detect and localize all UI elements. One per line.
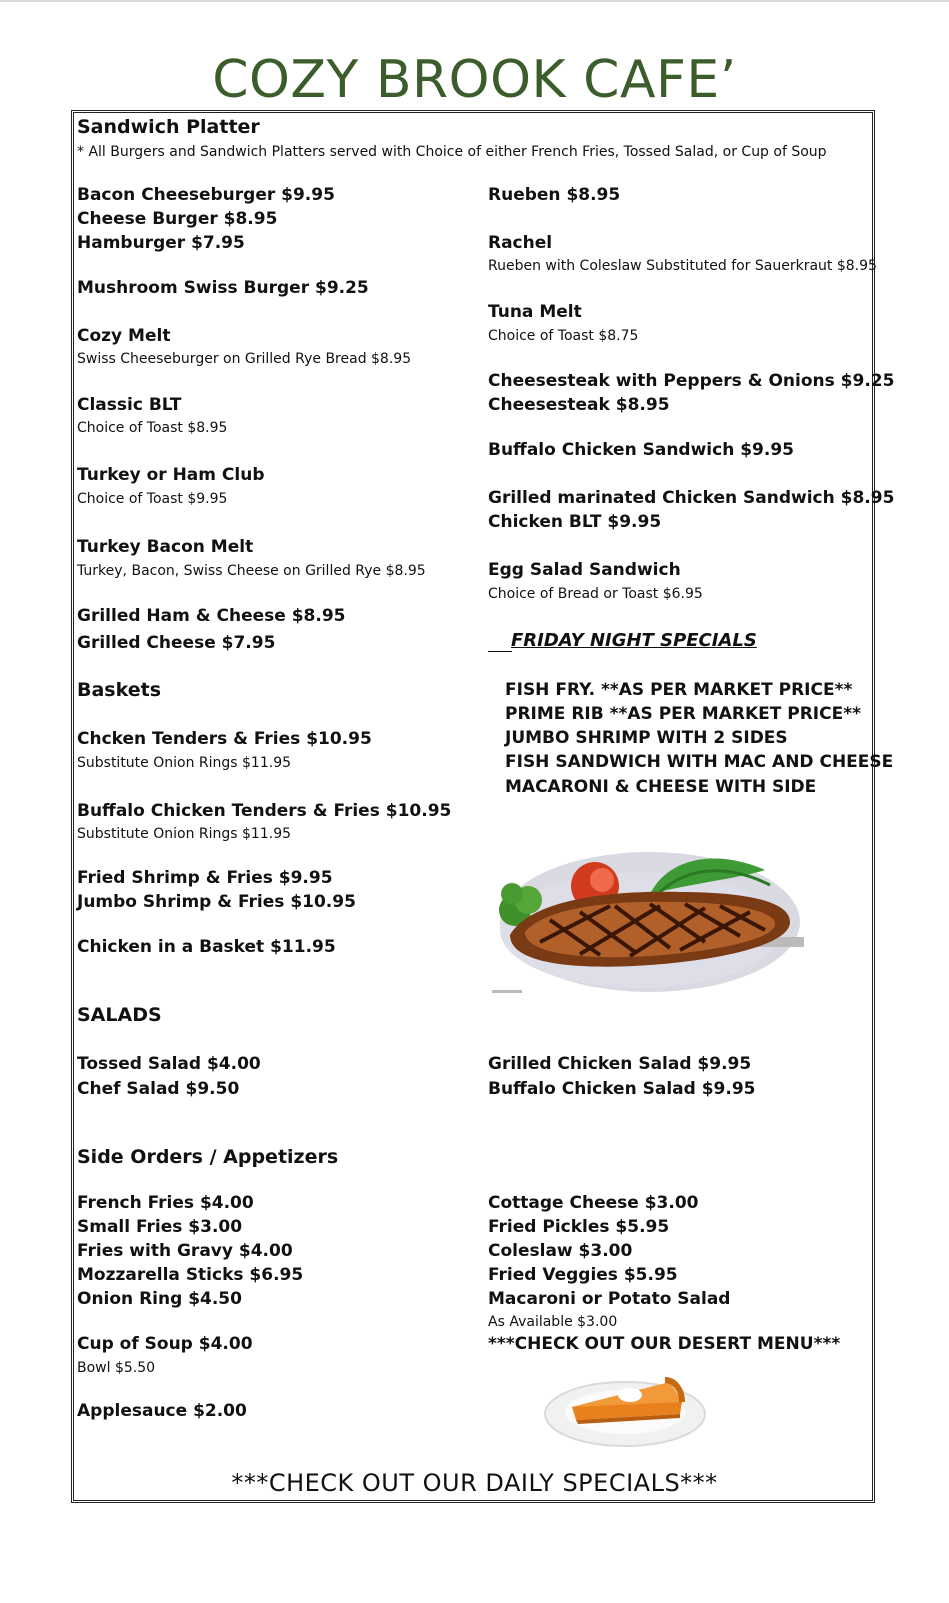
dessert-note: ***CHECK OUT OUR DESERT MENU*** <box>488 1334 841 1354</box>
menu-item: Coleslaw $3.00 <box>488 1241 633 1261</box>
menu-item: Buffalo Chicken Sandwich $9.95 <box>488 440 794 460</box>
pie-slice-illustration <box>540 1362 712 1452</box>
menu-item: Cheesesteak with Peppers & Onions $9.25 <box>488 371 895 391</box>
menu-item: Cup of Soup $4.00 <box>77 1334 253 1354</box>
section-heading-baskets: Baskets <box>77 679 162 701</box>
section-heading-sandwich: Sandwich Platter <box>77 116 260 138</box>
menu-item-desc: Choice of Bread or Toast $6.95 <box>488 586 703 602</box>
menu-item: Cottage Cheese $3.00 <box>488 1193 699 1213</box>
menu-item-desc: Choice of Toast $9.95 <box>77 491 228 507</box>
menu-item: Grilled Cheese $7.95 <box>77 633 276 653</box>
menu-item: Cheese Burger $8.95 <box>77 209 278 229</box>
menu-item: Tossed Salad $4.00 <box>77 1054 261 1074</box>
menu-item: Fries with Gravy $4.00 <box>77 1241 293 1261</box>
menu-item: Turkey or Ham Club <box>77 465 265 485</box>
menu-item: Fried Pickles $5.95 <box>488 1217 670 1237</box>
menu-item: Classic BLT <box>77 395 182 415</box>
menu-item: Grilled Ham & Cheese $8.95 <box>77 606 346 626</box>
menu-item: Buffalo Chicken Salad $9.95 <box>488 1079 756 1099</box>
menu-item: Buffalo Chicken Tenders & Fries $10.95 <box>77 801 452 821</box>
menu-item: Chcken Tenders & Fries $10.95 <box>77 729 372 749</box>
menu-item: Jumbo Shrimp & Fries $10.95 <box>77 892 356 912</box>
menu-item-desc: Substitute Onion Rings $11.95 <box>77 755 292 771</box>
menu-item: Onion Ring $4.50 <box>77 1289 242 1309</box>
menu-item: Turkey Bacon Melt <box>77 537 254 557</box>
top-rule <box>0 0 949 2</box>
special-item: FISH FRY. **AS PER MARKET PRICE** <box>505 680 853 700</box>
menu-item: Applesauce $2.00 <box>77 1401 247 1421</box>
cafe-title: COZY BROOK CAFE’ <box>212 50 737 110</box>
special-item: MACARONI & CHEESE WITH SIDE <box>505 777 817 797</box>
menu-item: Bacon Cheeseburger $9.95 <box>77 185 335 205</box>
underline-lead <box>488 651 512 652</box>
menu-item: Cheesesteak $8.95 <box>488 395 670 415</box>
menu-item: Egg Salad Sandwich <box>488 560 681 580</box>
special-item: PRIME RIB **AS PER MARKET PRICE** <box>505 704 862 724</box>
menu-item: Fried Shrimp & Fries $9.95 <box>77 868 333 888</box>
menu-item-desc: Choice of Toast $8.75 <box>488 328 639 344</box>
menu-item: Mozzarella Sticks $6.95 <box>77 1265 304 1285</box>
menu-item: Hamburger $7.95 <box>77 233 245 253</box>
steak-plate-illustration <box>490 830 810 1000</box>
section-heading-salads: SALADS <box>77 1004 162 1026</box>
menu-item: Mushroom Swiss Burger $9.25 <box>77 278 369 298</box>
menu-item: Cozy Melt <box>77 326 171 346</box>
menu-item-desc: As Available $3.00 <box>488 1314 618 1330</box>
menu-item: Chicken BLT $9.95 <box>488 512 662 532</box>
daily-specials-banner: ***CHECK OUT OUR DAILY SPECIALS*** <box>231 1469 718 1497</box>
menu-item-desc: Substitute Onion Rings $11.95 <box>77 826 292 842</box>
menu-item: Grilled marinated Chicken Sandwich $8.95 <box>488 488 895 508</box>
menu-item: Fried Veggies $5.95 <box>488 1265 678 1285</box>
friday-specials-heading: FRIDAY NIGHT SPECIALS <box>511 630 757 651</box>
menu-item-desc: Bowl $5.50 <box>77 1360 156 1376</box>
special-item: JUMBO SHRIMP WITH 2 SIDES <box>505 728 788 748</box>
menu-item: Tuna Melt <box>488 302 582 322</box>
menu-item: Macaroni or Potato Salad <box>488 1289 731 1309</box>
menu-item-desc: Rueben with Coleslaw Substituted for Sauerkraut $8.95 <box>488 258 877 274</box>
menu-item: Small Fries $3.00 <box>77 1217 243 1237</box>
menu-item-desc: Turkey, Bacon, Swiss Cheese on Grilled Rye $8.95 <box>77 563 426 579</box>
menu-item: Grilled Chicken Salad $9.95 <box>488 1054 752 1074</box>
special-item: FISH SANDWICH WITH MAC AND CHEESE <box>505 752 894 772</box>
menu-item: Rachel <box>488 233 553 253</box>
menu-item-desc: Swiss Cheeseburger on Grilled Rye Bread $8.95 <box>77 351 412 367</box>
menu-item: French Fries $4.00 <box>77 1193 254 1213</box>
sandwich-note: * All Burgers and Sandwich Platters served with Choice of either French Fries, Tossed Salad, or Cup of Soup <box>77 144 827 160</box>
section-heading-sides: Side Orders / Appetizers <box>77 1146 339 1168</box>
menu-item-desc: Choice of Toast $8.95 <box>77 420 228 436</box>
menu-item: Rueben $8.95 <box>488 185 621 205</box>
menu-item: Chicken in a Basket $11.95 <box>77 937 336 957</box>
menu-item: Chef Salad $9.50 <box>77 1079 240 1099</box>
